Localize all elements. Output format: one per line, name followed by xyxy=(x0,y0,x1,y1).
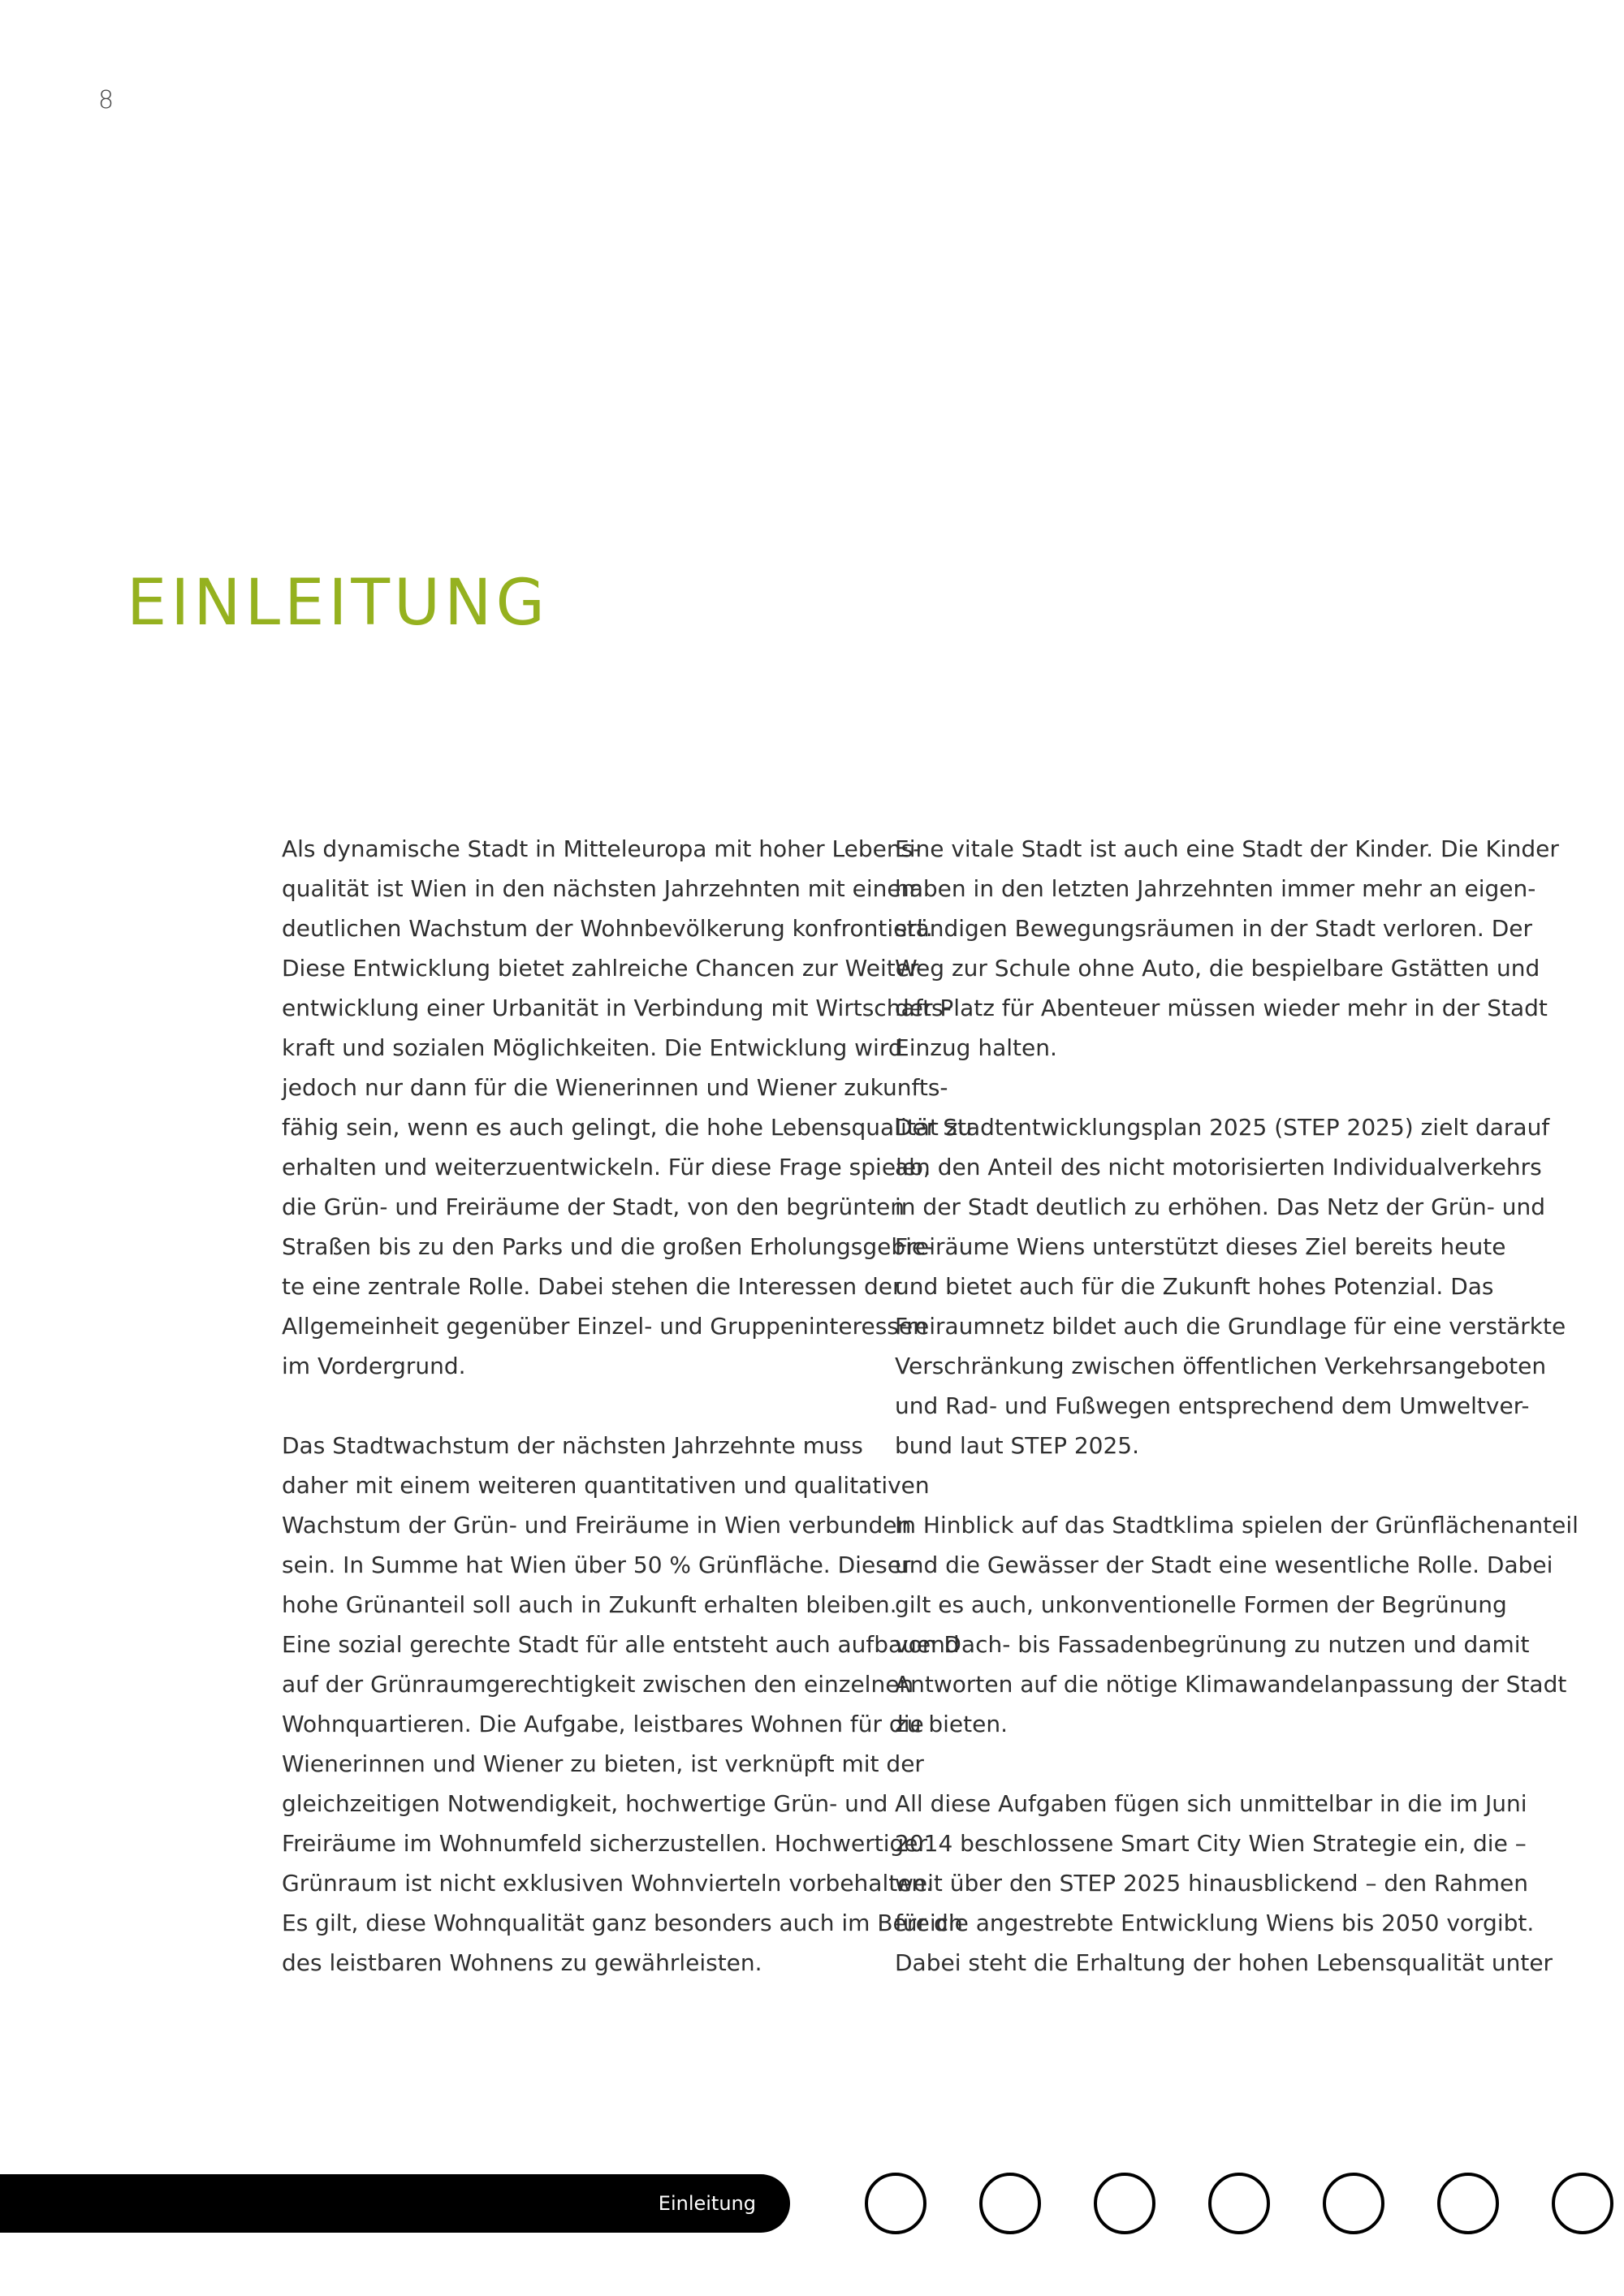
text-line: der Platz für Abenteuer müssen wieder mehr in der Stadt xyxy=(895,995,1548,1021)
right-column xyxy=(895,829,1579,1983)
text-line: te eine zentrale Rolle. Dabei stehen die Interessen der xyxy=(282,1273,902,1300)
text-line: Allgemeinheit gegenüber Einzel- und Gruppeninteressen xyxy=(282,1313,927,1340)
text-line: Wachstum der Grün- und Freiräume in Wien verbunden xyxy=(282,1512,912,1539)
right-column-paragraph xyxy=(895,1784,1553,1983)
footer-section-label[interactable]: Einleitung xyxy=(658,2192,756,2215)
text-line: Als dynamische Stadt in Mitteleuropa mit hoher Lebens- xyxy=(282,835,922,862)
text-line: In Hinblick auf das Stadtklima spielen der Grünflächenanteil xyxy=(895,1512,1579,1539)
text-line: haben in den letzten Jahrzehnten immer mehr an eigen- xyxy=(895,875,1536,902)
text-line: Freiräume im Wohnumfeld sicherzustellen. Hochwertiger xyxy=(282,1830,928,1857)
text-line: sein. In Summe hat Wien über 50 % Grünfläche. Dieser xyxy=(282,1552,911,1578)
text-line: Grünraum ist nicht exklusiven Wohnvierteln vorbehalten. xyxy=(282,1870,934,1897)
footer-section-bar[interactable] xyxy=(0,2174,790,2233)
text-line: hohe Grünanteil soll auch in Zukunft erhalten bleiben. xyxy=(282,1591,897,1618)
text-line: in der Stadt deutlich zu erhöhen. Das Netz der Grün- und xyxy=(895,1193,1546,1220)
text-line: daher mit einem weiteren quantitativen und qualitativen xyxy=(282,1472,930,1499)
text-line: ab, den Anteil des nicht motorisierten Individualverkehrs xyxy=(895,1154,1542,1180)
text-line: deutlichen Wachstum der Wohnbevölkerung konfrontiert. xyxy=(282,915,933,942)
text-line: fähig sein, wenn es auch gelingt, die hohe Lebensqualität zu xyxy=(282,1114,973,1141)
text-line: Eine vitale Stadt ist auch eine Stadt der Kinder. Die Kinder xyxy=(895,835,1559,862)
text-line: Der Stadtentwicklungsplan 2025 (STEP 2025) zielt darauf xyxy=(895,1114,1550,1141)
text-line: Dabei steht die Erhaltung der hohen Lebensqualität unter xyxy=(895,1949,1553,1976)
text-line: Es gilt, diese Wohnqualität ganz besonders auch im Bereich xyxy=(282,1910,963,1936)
text-line: Diese Entwicklung bietet zahlreiche Chancen zur Weiter- xyxy=(282,955,926,982)
text-line: zu bieten. xyxy=(895,1711,1008,1737)
text-line: Verschränkung zwischen öffentlichen Verkehrsangeboten xyxy=(895,1353,1547,1379)
text-line: Freiraumnetz bildet auch die Grundlage für eine verstärkte xyxy=(895,1313,1566,1340)
text-line: bund laut STEP 2025. xyxy=(895,1432,1140,1459)
text-line: des leistbaren Wohnens zu gewährleisten. xyxy=(282,1949,762,1976)
text-line: Freiräume Wiens unterstützt dieses Ziel bereits heute xyxy=(895,1233,1506,1260)
right-column-paragraph xyxy=(895,829,1559,1068)
text-line: Eine sozial gerechte Stadt für alle entsteht auch aufbauend xyxy=(282,1631,960,1658)
nav-circle-chapter-4[interactable] xyxy=(1208,2173,1270,2234)
text-line: Weg zur Schule ohne Auto, die bespielbare Gstätten und xyxy=(895,955,1540,982)
text-line: und Rad- und Fußwegen entsprechend dem Umweltver- xyxy=(895,1392,1530,1419)
text-line: Wohnquartieren. Die Aufgabe, leistbares Wohnen für die xyxy=(282,1711,924,1737)
text-line: Das Stadtwachstum der nächsten Jahrzehnte muss xyxy=(282,1432,863,1459)
page-number: 8 xyxy=(98,86,114,114)
left-column xyxy=(282,829,973,1983)
left-column-paragraph xyxy=(282,1426,963,1983)
nav-circle-chapter-5[interactable] xyxy=(1323,2173,1384,2234)
text-line: All diese Aufgaben fügen sich unmittelbar in die im Juni xyxy=(895,1790,1527,1817)
text-line: ständigen Bewegungsräumen in der Stadt verloren. Der xyxy=(895,915,1533,942)
text-line: 2014 beschlossene Smart City Wien Strategie ein, die – xyxy=(895,1830,1527,1857)
text-line: jedoch nur dann für die Wienerinnen und Wiener zukunfts- xyxy=(282,1074,948,1101)
text-line: Einzug halten. xyxy=(895,1034,1057,1061)
right-column-paragraph xyxy=(895,1505,1579,1744)
text-line: qualität ist Wien in den nächsten Jahrzehnten mit einem xyxy=(282,875,923,902)
text-line: von Dach- bis Fassadenbegrünung zu nutzen und damit xyxy=(895,1631,1530,1658)
text-line: weit über den STEP 2025 hinausblickend – den Rahmen xyxy=(895,1870,1528,1897)
text-line: für die angestrebte Entwicklung Wiens bis 2050 vorgibt. xyxy=(895,1910,1535,1936)
nav-circle-chapter-3[interactable] xyxy=(1094,2173,1155,2234)
text-line: gilt es auch, unkonventionelle Formen der Begrünung xyxy=(895,1591,1507,1618)
text-line: die Grün- und Freiräume der Stadt, von den begrünten xyxy=(282,1193,905,1220)
nav-circle-chapter-1[interactable] xyxy=(865,2173,926,2234)
text-line: im Vordergrund. xyxy=(282,1353,466,1379)
text-line: und bietet auch für die Zukunft hohes Potenzial. Das xyxy=(895,1273,1494,1300)
text-line: und die Gewässer der Stadt eine wesentliche Rolle. Dabei xyxy=(895,1552,1553,1578)
nav-circle-chapter-6[interactable] xyxy=(1437,2173,1499,2234)
page-title: EINLEITUNG xyxy=(127,567,549,640)
left-column-paragraph xyxy=(282,829,973,1386)
text-line: kraft und sozialen Möglichkeiten. Die Entwicklung wird xyxy=(282,1034,903,1061)
text-line: auf der Grünraumgerechtigkeit zwischen den einzelnen xyxy=(282,1671,914,1698)
nav-circle-chapter-2[interactable] xyxy=(979,2173,1041,2234)
right-column-paragraph xyxy=(895,1107,1566,1465)
text-line: entwicklung einer Urbanität in Verbindung mit Wirtschafts- xyxy=(282,995,952,1021)
text-line: Antworten auf die nötige Klimawandelanpassung der Stadt xyxy=(895,1671,1567,1698)
text-line: gleichzeitigen Notwendigkeit, hochwertige Grün- und xyxy=(282,1790,888,1817)
text-line: erhalten und weiterzuentwickeln. Für diese Frage spielen xyxy=(282,1154,931,1180)
text-line: Wienerinnen und Wiener zu bieten, ist verknüpft mit der xyxy=(282,1750,924,1777)
nav-circle-chapter-7[interactable] xyxy=(1552,2173,1613,2234)
text-line: Straßen bis zu den Parks und die großen Erholungsgebie- xyxy=(282,1233,935,1260)
